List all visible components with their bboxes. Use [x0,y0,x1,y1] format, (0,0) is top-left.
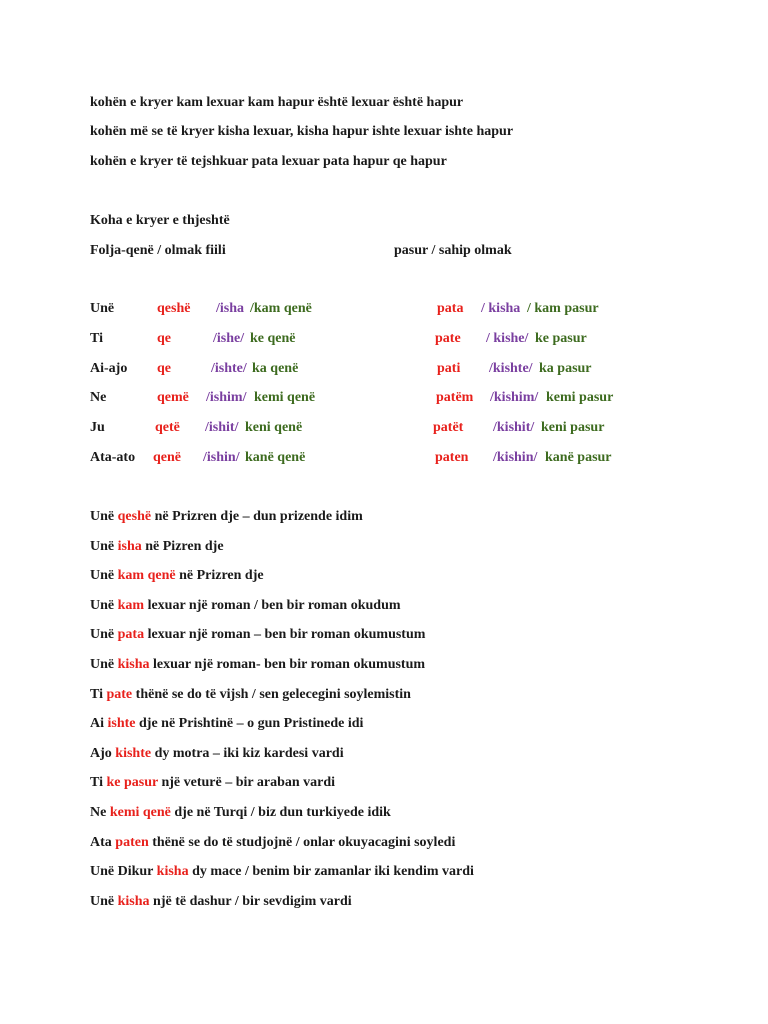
verb-highlight: isha [117,539,142,554]
cell-aorist: qenë [153,450,181,465]
sentence-rest: thënë se do të studjojnë / onlar okuyacagini soyledi [148,835,456,850]
example-sentence [90,656,425,674]
cell-aorist: qetë [155,420,180,435]
cell-p-perfect: kanë pasur [545,450,612,465]
header-left: Folja-qenë / olmak fiili [90,243,226,258]
sentence-rest: lexuar një roman / ben bir roman okudum [144,598,401,613]
sentence-rest: dy motra – iki kiz kardesi vardi [151,746,344,761]
cell-pronoun: Unë [90,301,115,316]
sentence-prefix: Unë [90,568,118,583]
cell-p-perfect: / kam pasur [527,301,599,316]
verb-highlight: kisha [117,657,150,672]
verb-highlight: kishte [115,746,152,761]
cell-imperfect: /ishe/ [213,331,245,346]
cell-p-aorist: pati [437,361,461,376]
cell-aorist: qe [157,331,171,346]
cell-p-imperfect: /kishte/ [489,361,533,376]
verb-highlight: ke pasur [106,775,158,790]
intro-line: kohën e kryer të tejshkuar pata lexuar pata hapur qe hapur [90,154,447,169]
cell-perfect: kemi qenë [254,390,316,405]
sentence-rest: në Pizren dje [141,539,224,554]
cell-p-perfect: ka pasur [539,361,592,376]
sentence-rest: në Prizren dje – dun prizende idim [151,509,363,524]
sentence-prefix: Ne [90,805,110,820]
cell-pronoun: Ai-ajo [90,361,128,376]
cell-imperfect: /ishim/ [206,390,247,405]
cell-perfect: keni qenë [245,420,303,435]
example-sentence [90,597,401,615]
verb-highlight: pate [106,687,133,702]
cell-p-imperfect: /kishim/ [490,390,539,405]
intro-line: kohën e kryer kam lexuar kam hapur është lexuar është hapur [90,95,464,110]
cell-p-imperfect: /kishit/ [493,420,535,435]
verb-highlight: kam [117,598,145,613]
cell-pronoun: Ata-ato [90,450,136,465]
sentence-rest: dje në Prishtinë – o gun Pristinede idi [135,716,364,731]
verb-highlight: kemi qenë [109,805,171,820]
verb-highlight: qeshë [117,509,152,524]
cell-p-perfect: keni pasur [541,420,605,435]
cell-p-perfect: ke pasur [535,331,587,346]
cell-aorist: qeshë [157,301,191,316]
sentence-rest: një të dashur / bir sevdigim vardi [149,894,352,909]
cell-p-aorist: patëm [436,390,474,405]
example-sentence [90,626,425,644]
verb-highlight: pata [117,627,145,642]
cell-aorist: qe [157,361,171,376]
cell-p-imperfect: / kishe/ [486,331,529,346]
sentence-prefix: Ti [90,775,107,790]
cell-p-imperfect: /kishin/ [493,450,538,465]
verb-highlight: paten [115,835,149,850]
example-sentence [90,508,363,526]
sentence-prefix: Unë Dikur [90,864,157,879]
header-right: pasur / sahip olmak [394,243,512,258]
cell-imperfect: /ishit/ [205,420,239,435]
example-sentence [90,834,455,852]
sentence-prefix: Ajo [90,746,116,761]
example-sentence [90,804,391,822]
cell-pronoun: Ne [90,390,107,405]
cell-aorist: qemë [157,390,189,405]
example-sentence [90,567,264,585]
sentence-prefix: Unë [90,539,118,554]
cell-pronoun: Ti [90,331,103,346]
sentence-prefix: Unë [90,627,118,642]
intro-line: kohën më se të kryer kisha lexuar, kisha hapur ishte lexuar ishte hapur [90,124,514,139]
example-sentence [90,863,474,881]
sentence-rest: dje në Turqi / biz dun turkiyede idik [170,805,391,820]
example-sentence [90,686,411,704]
sentence-rest: lexuar një roman- ben bir roman okumustum [149,657,426,672]
cell-p-imperfect: / kisha [481,301,521,316]
cell-imperfect: /ishin/ [203,450,240,465]
cell-imperfect: /ishte/ [211,361,247,376]
sentence-prefix: Ai [90,716,108,731]
verb-highlight: kisha [117,894,150,909]
sentence-rest: në Prizren dje [175,568,264,583]
sentence-rest: thënë se do të vijsh / sen gelecegini soylemistin [132,687,411,702]
verb-highlight: kisha [156,864,189,879]
sentence-rest: lexuar një roman – ben bir roman okumustum [144,627,426,642]
sentence-prefix: Unë [90,509,118,524]
sentence-prefix: Unë [90,598,118,613]
cell-imperfect: /isha [216,301,245,316]
cell-p-aorist: pata [437,301,464,316]
cell-perfect: ke qenë [250,331,296,346]
example-sentence [90,745,344,763]
example-sentence [90,538,224,556]
sentence-prefix: Unë [90,657,118,672]
cell-p-aorist: patët [433,420,464,435]
sentence-prefix: Ata [90,835,116,850]
example-sentence [90,715,363,733]
cell-perfect: kanë qenë [245,450,306,465]
cell-p-perfect: kemi pasur [546,390,614,405]
sentence-rest: një veturë – bir araban vardi [157,775,336,790]
sentence-prefix: Ti [90,687,107,702]
cell-p-aorist: pate [435,331,461,346]
verb-highlight: kam qenë [117,568,176,583]
example-sentence [90,774,335,792]
cell-pronoun: Ju [90,420,105,435]
sentence-rest: dy mace / benim bir zamanlar iki kendim vardi [188,864,474,879]
example-sentence [90,893,352,911]
cell-perfect: /kam qenë [250,301,312,316]
section-title: Koha e kryer e thjeshtë [90,213,230,228]
verb-highlight: ishte [107,716,136,731]
cell-p-aorist: paten [435,450,469,465]
sentence-prefix: Unë [90,894,118,909]
cell-perfect: ka qenë [252,361,299,376]
